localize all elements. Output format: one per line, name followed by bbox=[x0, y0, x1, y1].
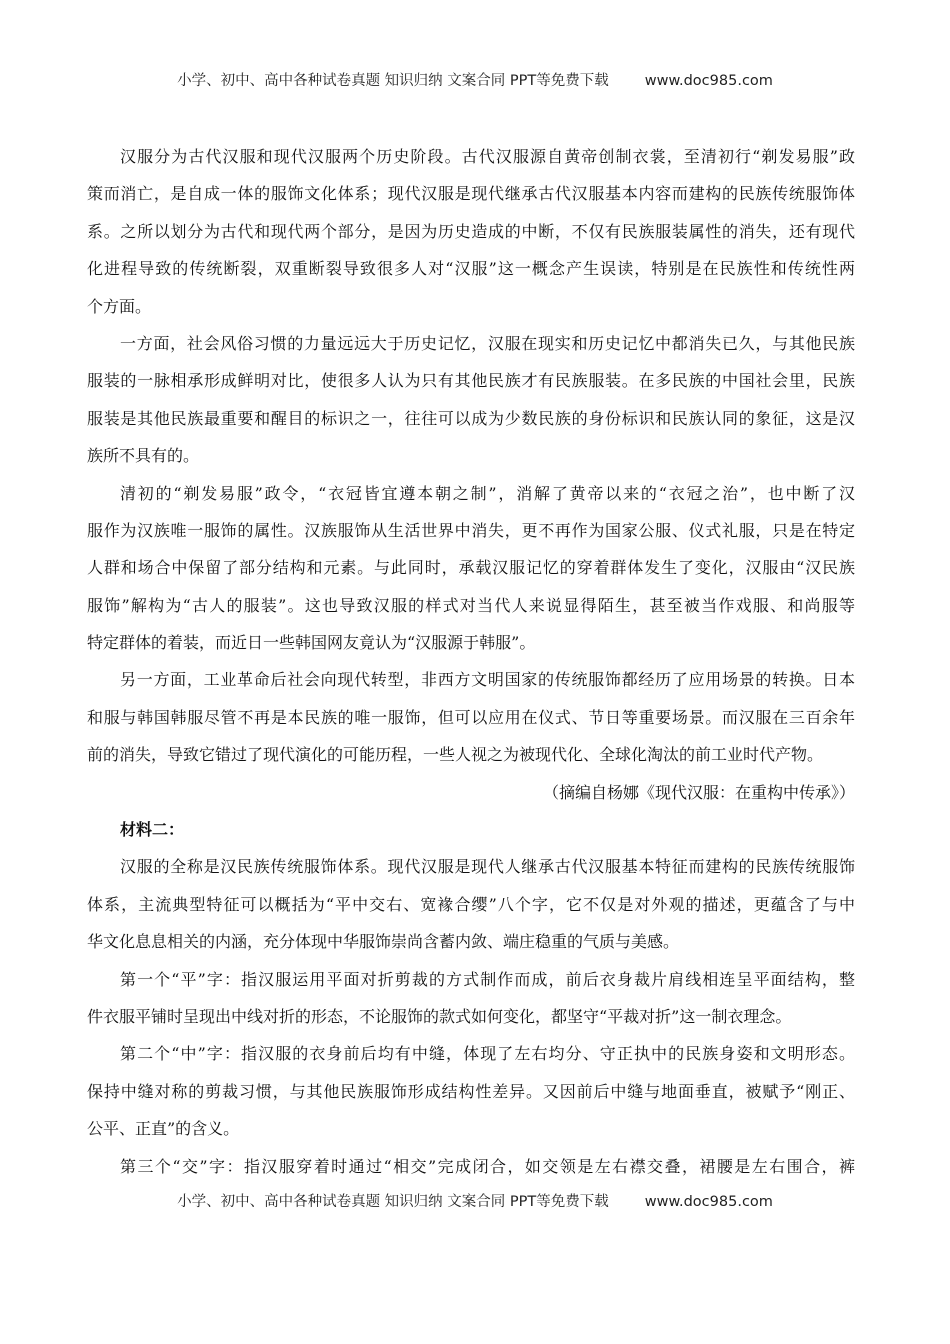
paragraph-line: 服饰”解构为“古人的服装”。这也导致汉服的样式对当代人来说显得陌生，甚至被当作戏服、和尚服等 bbox=[87, 595, 855, 615]
paragraph-line: 华文化息息相关的内涵，充分体现中华服饰崇尚含蓄内敛、端庄稳重的气质与美感。 bbox=[87, 932, 680, 952]
paragraph-line: 第二个“中”字：指汉服的衣身前后均有中缝，体现了左右均分、守正执中的民族身姿和文明形态。 bbox=[120, 1044, 855, 1064]
paragraph-line: 保持中缝对称的剪裁习惯，与其他民族服饰形成结构性差异。又因前后中缝与地面垂直，被赋予“刚正、 bbox=[87, 1081, 855, 1101]
footer-text: 小学、初中、高中各种试卷真题 知识归纳 文案合同 PPT等免费下载 bbox=[177, 1194, 609, 1210]
paragraph-line: 件衣服平铺时呈现出中线对折的形态，不论服饰的款式如何变化，都坚守“平裁对折”这一制衣理念。 bbox=[87, 1006, 792, 1026]
paragraph-line: 一方面，社会风俗习惯的力量远远大于历史记忆，汉服在现实和历史记忆中都消失已久，与其他民族 bbox=[120, 333, 855, 353]
paragraph-line: 另一方面，工业革命后社会向现代转型，非西方文明国家的传统服饰都经历了应用场景的转换。日本 bbox=[120, 670, 855, 690]
paragraph-line: 清初的“剃发易服”政令，“衣冠皆宜遵本朝之制”，消解了黄帝以来的“衣冠之治”，也中断了汉 bbox=[120, 483, 855, 503]
header-text: 小学、初中、高中各种试卷真题 知识归纳 文案合同 PPT等免费下载 bbox=[177, 73, 609, 89]
paragraph-line: 服作为汉族唯一服饰的属性。汉族服饰从生活世界中消失，更不再作为国家公服、仪式礼服，只是在特定 bbox=[87, 520, 855, 540]
paragraph-line: 服装的一脉相承形成鲜明对比，使很多人认为只有其他民族才有民族服装。在多民族的中国社会里，民族 bbox=[87, 371, 855, 391]
page-footer bbox=[0, 1190, 950, 1211]
paragraph-line: 第一个“平”字：指汉服运用平面对折剪裁的方式制作而成，前后衣身裁片肩线相连呈平面结构，整 bbox=[120, 969, 855, 989]
paragraph-line: 策而消亡，是自成一体的服饰文化体系；现代汉服是现代继承古代汉服基本内容而建构的民族传统服饰体 bbox=[87, 184, 855, 204]
paragraph-line: 族所不具有的。 bbox=[87, 446, 200, 466]
paragraph-line: 服装是其他民族最重要和醒目的标识之一，往往可以成为少数民族的身份标识和民族认同的象征，这是汉 bbox=[87, 408, 855, 428]
document-body bbox=[87, 138, 855, 1185]
paragraph-line: 前的消失，导致它错过了现代演化的可能历程，一些人视之为被现代化、全球化淘汰的前工业时代产物。 bbox=[87, 745, 824, 765]
paragraph-line: 体系，主流典型特征可以概括为“平中交右、宽褖合缨”八个字，它不仅是对外观的描述，更蕴含了与中 bbox=[87, 894, 855, 914]
paragraph-line: 特定群体的着装，而近日一些韩国网友竟认为“汉服源于韩服”。 bbox=[87, 633, 536, 653]
paragraph-line: 公平、正直”的含义。 bbox=[87, 1119, 240, 1139]
section-title: 材料二： bbox=[120, 820, 185, 840]
paragraph-line: 汉服分为古代汉服和现代汉服两个历史阶段。古代汉服源自黄帝创制衣裳，至清初行“剃发易服”政 bbox=[120, 147, 855, 166]
paragraph-line: 人群和场合中保留了部分结构和元素。与此同时，承载汉服记忆的穿着群体发生了变化，汉服由“汉民族 bbox=[87, 558, 855, 578]
footer-site: www.doc985.com bbox=[644, 1194, 773, 1210]
paragraph-line: 汉服的全称是汉民族传统服饰体系。现代汉服是现代人继承古代汉服基本特征而建构的民族传统服饰 bbox=[120, 857, 855, 877]
header-site: www.doc985.com bbox=[644, 73, 773, 89]
paragraph-line: 第三个“交”字：指汉服穿着时通过“相交”完成闭合，如交领是左右襟交叠，裙腰是左右围合，裤 bbox=[120, 1156, 855, 1176]
paragraph-line: 系。之所以划分为古代和现代两个部分，是因为历史造成的中断，不仅有民族服装属性的消失，还有现代 bbox=[87, 221, 855, 241]
paragraph-line: 和服与韩国韩服尽管不再是本民族的唯一服饰，但可以应用在仪式、节日等重要场景。而汉服在三百余年 bbox=[87, 707, 855, 727]
paragraph-line: 化进程导致的传统断裂，双重断裂导致很多人对“汉服”这一概念产生误读，特别是在民族性和传统性两 bbox=[87, 259, 855, 279]
page-header bbox=[0, 69, 950, 90]
citation: （摘编自杨娜《现代汉服：在重构中传承》） bbox=[542, 782, 855, 802]
paragraph-line: 个方面。 bbox=[87, 296, 152, 316]
